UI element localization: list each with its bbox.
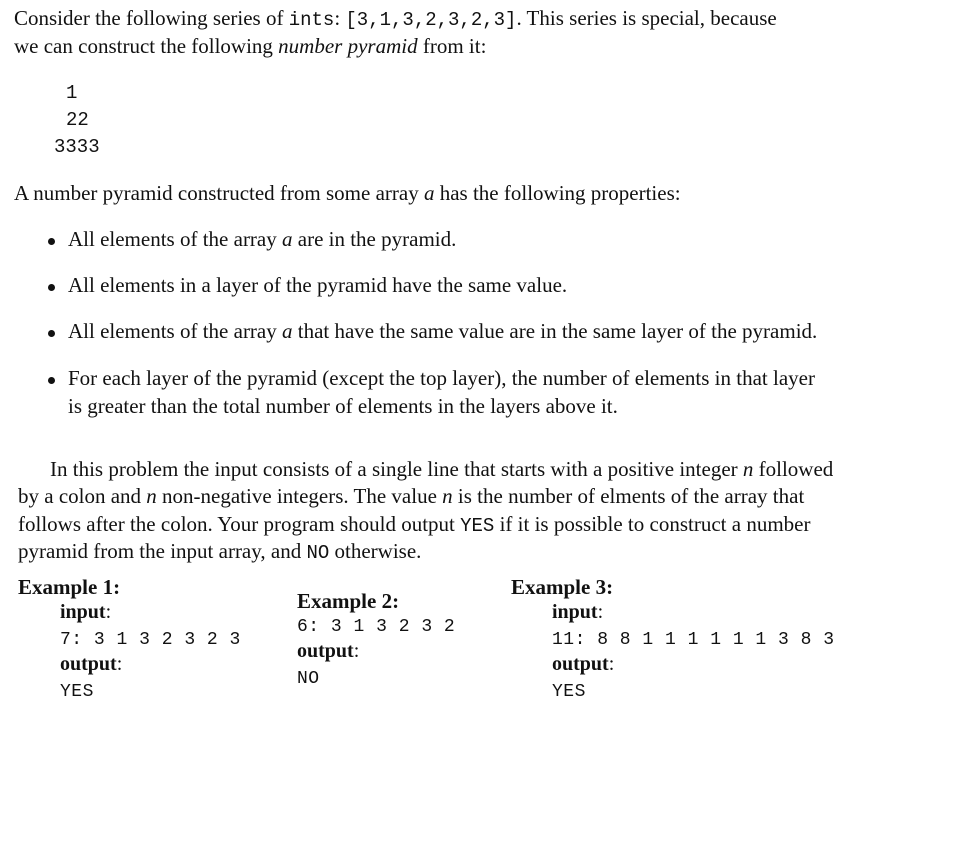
inline-code-series: [3,1,3,2,3,2,3] xyxy=(345,9,517,31)
example-input: 11: 8 8 1 1 1 1 1 1 3 8 3 xyxy=(552,630,835,650)
example-title: Example 3: xyxy=(511,575,614,599)
text: A number pyramid constructed from some array xyxy=(14,181,424,205)
label-colon: : xyxy=(597,601,604,623)
pyramid-row: 22 xyxy=(66,109,89,131)
label-colon: : xyxy=(116,653,123,675)
text: otherwise. xyxy=(329,539,422,563)
problem-line-2 xyxy=(18,484,804,509)
intro-text: : xyxy=(334,6,346,30)
text: In this problem the input consists of a single line that starts with a positive integer xyxy=(50,457,743,481)
list-item-continuation: is greater than the total number of elements in the layers above it. xyxy=(68,394,618,418)
text: has the following properties: xyxy=(434,181,681,205)
text: All elements of the array xyxy=(68,319,282,343)
list-item xyxy=(68,227,456,252)
input-label xyxy=(552,601,603,624)
intro-line-2 xyxy=(14,34,486,59)
text: if it is possible to construct a number xyxy=(494,512,811,536)
problem-line-3 xyxy=(18,512,810,537)
inline-code-no: NO xyxy=(306,542,330,564)
text: non-negative integers. The value xyxy=(156,484,443,508)
text: followed xyxy=(753,457,834,481)
bullet-icon xyxy=(48,238,55,245)
text: by a colon and xyxy=(18,484,147,508)
var-n: n xyxy=(146,484,157,508)
bullet-icon xyxy=(48,330,55,337)
example-output: YES xyxy=(552,682,586,702)
bullet-icon xyxy=(48,284,55,291)
output-label xyxy=(297,640,359,663)
label-colon: : xyxy=(105,601,112,623)
example-input: 6: 3 1 3 2 3 2 xyxy=(297,617,456,637)
var-n: n xyxy=(742,457,754,481)
bullet-icon xyxy=(48,377,55,384)
inline-code-ints: ints xyxy=(288,9,335,31)
var-n: n xyxy=(442,484,453,508)
term-number-pyramid: number pyramid xyxy=(278,34,418,58)
inline-code-yes: YES xyxy=(460,515,495,537)
text: pyramid from the input array, and xyxy=(18,539,307,563)
text: All elements of the array xyxy=(68,227,282,251)
output-label xyxy=(60,653,122,676)
problem-line-1 xyxy=(50,457,833,482)
label-text: input xyxy=(60,601,106,623)
text: are in the pyramid. xyxy=(292,227,457,251)
text: is the number of elments of the array that xyxy=(452,484,805,508)
intro-text: Consider the following series of xyxy=(14,6,289,30)
var-a: a xyxy=(282,227,293,251)
example-title: Example 1: xyxy=(18,575,121,599)
label-colon: : xyxy=(353,640,360,662)
text: that have the same value are in the same layer of the pyramid. xyxy=(292,319,818,343)
intro-text: from it: xyxy=(417,34,487,58)
intro-text: . This series is special, because xyxy=(516,6,777,30)
list-item: For each layer of the pyramid (except the top layer), the number of elements in that layer xyxy=(68,366,815,390)
intro-line-1 xyxy=(14,6,777,31)
properties-lead xyxy=(14,181,681,206)
list-item xyxy=(68,319,817,344)
var-a: a xyxy=(282,319,293,343)
label-colon: : xyxy=(608,653,615,675)
intro-text: we can construct the following xyxy=(14,34,279,58)
text: follows after the colon. Your program should output xyxy=(18,512,461,536)
problem-line-4 xyxy=(18,539,421,564)
output-label xyxy=(552,653,614,676)
var-a: a xyxy=(423,181,435,205)
example-output: YES xyxy=(60,682,94,702)
input-label xyxy=(60,601,111,624)
label-text: output xyxy=(297,640,354,662)
example-title: Example 2: xyxy=(297,589,400,613)
pyramid-row: 3333 xyxy=(54,136,100,158)
label-text: input xyxy=(552,601,598,623)
example-input: 7: 3 1 3 2 3 2 3 xyxy=(60,630,241,650)
label-text: output xyxy=(60,653,117,675)
text: All elements in a layer of the pyramid have the same value. xyxy=(68,273,568,297)
example-output: NO xyxy=(297,669,320,689)
pyramid-row: 1 xyxy=(66,82,78,104)
list-item xyxy=(68,273,567,298)
label-text: output xyxy=(552,653,609,675)
